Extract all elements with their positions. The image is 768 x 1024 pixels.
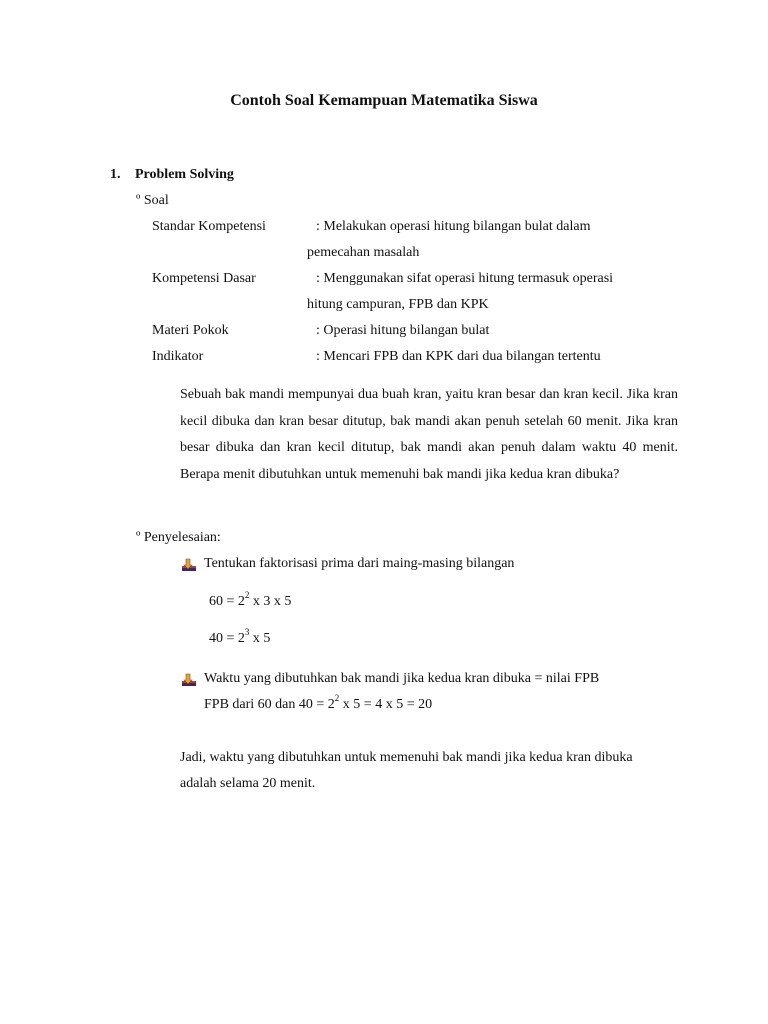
section-number: 1. <box>110 167 121 182</box>
soal-label: º Soal <box>136 193 169 208</box>
step-1-text: Tentukan faktorisasi prima dari maing-masing bilangan <box>204 556 515 571</box>
equation-60: $60 = 2^2$ x 3 x 5 <box>209 590 292 609</box>
conclusion-line-2: adalah selama 20 menit. <box>180 776 316 791</box>
field-label-indikator: Indikator <box>152 349 204 364</box>
section-heading: Problem Solving <box>135 167 234 182</box>
page-title: Contoh Soal Kemampuan Matematika Siswa <box>230 92 538 109</box>
fpb-result: FPB dari 60 dan $40 = 2^2$ x 5 = 4 x 5 = 20 <box>204 693 433 712</box>
step-2-text: Waktu yang dibutuhkan bak mandi jika kedua kran dibuka = nilai FPB <box>204 671 600 686</box>
arrow-bullet-icon <box>181 557 197 573</box>
field-label-kompetensi-dasar: Kompetensi Dasar <box>152 271 256 286</box>
field-value-kompetensi-dasar: : Menggunakan sifat operasi hitung termasuk operasi <box>316 271 614 286</box>
field-value-kompetensi-dasar-cont: hitung campuran, FPB dan KPK <box>307 297 489 312</box>
field-label-standar-kompetensi: Standar Kompetensi <box>152 219 266 234</box>
equation-40: $40 = 2^3$ x 5 <box>209 627 271 646</box>
field-value-indikator: : Mencari FPB dan KPK dari dua bilangan tertentu <box>316 349 601 364</box>
solution-label: º Penyelesaian: <box>136 530 221 545</box>
field-value-materi-pokok: : Operasi hitung bilangan bulat <box>316 323 490 338</box>
conclusion-line-1: Jadi, waktu yang dibutuhkan untuk memenuhi bak mandi jika kedua kran dibuka <box>180 750 633 765</box>
problem-text: Sebuah bak mandi mempunyai dua buah kran, yaitu kran besar dan kran kecil. Jika kran kecil dibuka dan kran besar ditutup, bak mandi akan penuh setelah 60 menit. Jika kran besar dibuka dan kran kecil ditutup, bak mandi akan penuh dalam waktu 40 menit. Berapa menit dibutuhkan untuk memenuhi bak mandi jika kedua kran dibuka? <box>180 387 678 482</box>
field-value-standar-kompetensi-cont: pemecahan masalah <box>307 245 420 260</box>
field-value-standar-kompetensi: : Melakukan operasi hitung bilangan bulat dalam <box>316 219 591 234</box>
field-label-materi-pokok: Materi Pokok <box>152 323 229 338</box>
arrow-bullet-icon <box>181 672 197 688</box>
